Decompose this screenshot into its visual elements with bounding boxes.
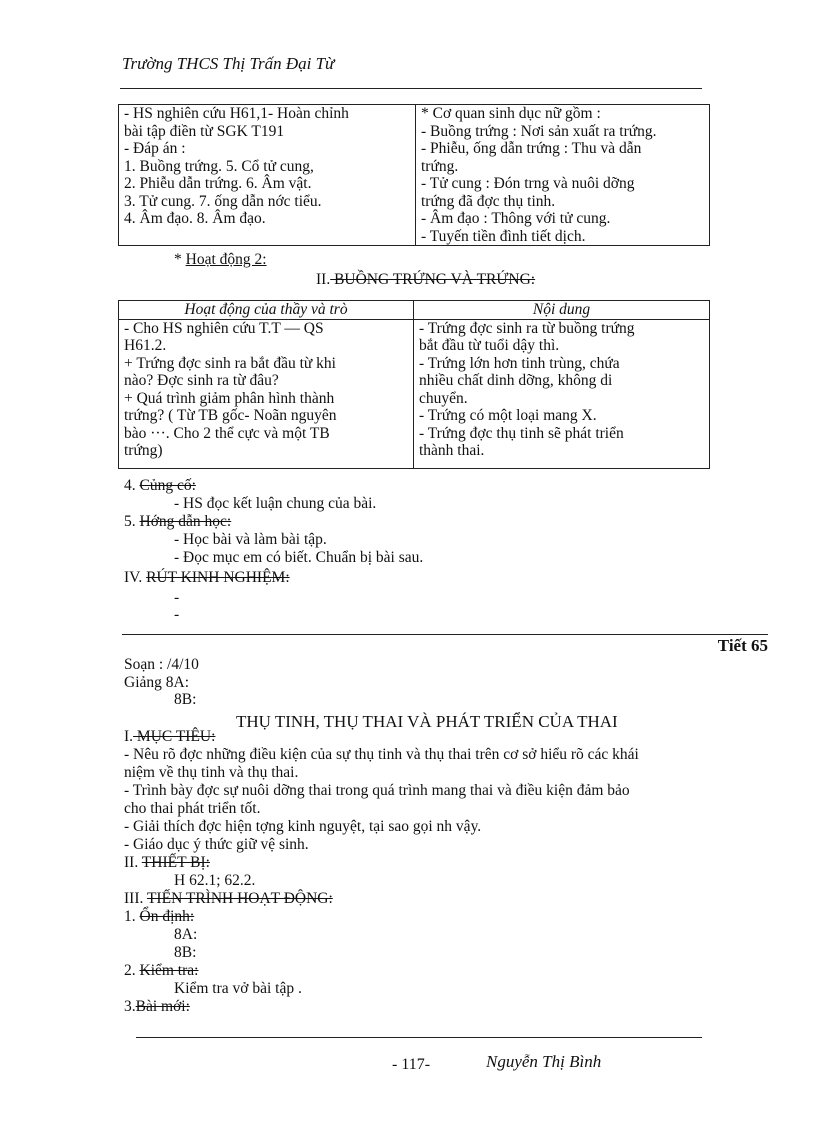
table-line: - Trứng lớn hơn tinh trùng, chứa <box>419 354 620 372</box>
ovary-egg-table <box>118 300 710 469</box>
school-header: Trường THCS Thị Trấn Đại Từ <box>122 54 335 73</box>
table-header-row <box>119 301 710 320</box>
table-line: trứng đã đợc thụ tinh. <box>421 192 556 210</box>
new-lesson-heading: 3.Bài mới: <box>124 998 190 1015</box>
lesson-number: Tiết 65 <box>717 636 768 655</box>
table-line: + Trứng đợc sinh ra bắt đầu từ khi <box>124 354 336 372</box>
table-line: - Trứng có một loại mang X. <box>419 407 597 424</box>
process-heading: III. TIẾN TRÌNH HOẠT ĐỘNG: <box>124 890 333 907</box>
table-line: bắt đầu từ tuổi dậy thì. <box>419 337 560 354</box>
table-line: trứng? ( Từ TB gốc- Noãn nguyên <box>124 407 337 424</box>
stabilize-heading: 1. Ổn định: <box>124 908 195 925</box>
footer-rule <box>136 1037 702 1038</box>
giang-8a: Giảng 8A: <box>124 674 190 691</box>
table-line: - Trứng đợc sinh ra từ buồng trứng <box>419 319 635 337</box>
table-line: trứng. <box>421 157 459 175</box>
table-line: nhiều chất dinh dỡng, không di <box>419 372 613 389</box>
table-line: H61.2. <box>124 337 167 354</box>
objective-item: cho thai phát triển tốt. <box>124 800 261 817</box>
equipment-item: H 62.1; 62.2. <box>174 872 256 889</box>
table-line: bào ···. Cho 2 thể cực và một TB <box>124 424 330 442</box>
table-line: - Tuyến tiền đình tiết dịch. <box>421 227 586 245</box>
section-2-heading: II. BUỒNG TRỨNG VÀ TRỨNG: <box>316 271 536 288</box>
content-cell <box>414 319 710 468</box>
table-line: - Cho HS nghiên cứu T.T — QS <box>124 319 324 337</box>
table-line: 3. Tử cung. 7. ống dẫn nớc tiểu. <box>124 192 322 210</box>
table-line: 2. Phiễu dẫn trứng. 6. Âm vật. <box>124 175 312 192</box>
table-line: bài tập điền từ SGK T191 <box>124 122 285 140</box>
giang-8b: 8B: <box>174 691 197 708</box>
objective-item: - Giáo dục ý thức giữ vệ sinh. <box>124 836 309 853</box>
consolidate-item: - HS đọc kết luận chung của bài. <box>174 495 377 512</box>
consolidate-heading: 4. Củng cố: <box>124 477 196 494</box>
experience-heading: IV. RÚT KINH NGHIỆM: <box>124 569 290 586</box>
author-name: Nguyễn Thị Bình <box>486 1052 602 1071</box>
column-header-activity: Hoạt động của thầy và trò <box>119 301 414 320</box>
check-item: Kiểm tra vở bài tập . <box>174 980 302 997</box>
objective-item: - Trình bày đợc sự nuôi dỡng thai trong quá trình mang thai và điều kiện đảm bảo <box>124 782 630 799</box>
header-rule <box>120 88 702 89</box>
activity-cell <box>119 319 414 468</box>
column-header-content: Nội dung <box>414 301 710 320</box>
table-line: - HS nghiên cứu H61,1- Hoàn chỉnh <box>124 105 349 122</box>
activity-cell <box>119 105 416 246</box>
content-cell <box>416 105 710 246</box>
table-line: chuyển. <box>419 389 468 407</box>
homework-item: - Đọc mục em có biết. Chuẩn bị bài sau. <box>174 549 424 566</box>
table-line: - Tử cung : Đón trng và nuôi dỡng <box>421 175 635 192</box>
objective-item: - Giải thích đợc hiện tợng kinh nguyệt, tại sao gọi nh vậy. <box>124 818 482 835</box>
objective-item: - Nêu rõ đợc những điều kiện của sự thụ tinh và thụ thai trên cơ sở hiểu rõ các khái <box>124 746 639 763</box>
table-row <box>119 105 710 246</box>
table-line: 4. Âm đạo. 8. Âm đạo. <box>124 210 266 227</box>
table-line: 1. Buồng trứng. 5. Cổ tử cung, <box>124 157 314 175</box>
lesson-title: THỤ TINH, THỤ THAI VÀ PHÁT TRIỂN CỦA THAI <box>236 712 618 731</box>
experience-item: - <box>174 606 180 623</box>
stabilize-class: 8A: <box>174 926 198 943</box>
table-line: thành thai. <box>419 442 485 459</box>
table-row <box>119 319 710 468</box>
table-line: - Trứng đợc thụ tinh sẽ phát triển <box>419 424 624 442</box>
stabilize-class: 8B: <box>174 944 197 961</box>
equipment-heading: II. THIẾT BỊ: <box>124 854 210 871</box>
activity-2-heading: * Hoạt động 2: <box>174 251 267 268</box>
section-divider <box>122 634 768 635</box>
page-number: - 117- <box>392 1056 431 1073</box>
objective-item: niệm về thụ tinh và thụ thai. <box>124 764 299 781</box>
check-heading: 2. Kiểm tra: <box>124 962 199 979</box>
soan-date: Soạn : /4/10 <box>124 656 199 673</box>
table-line: - Đáp án : <box>124 140 186 157</box>
experience-item: - <box>174 589 180 606</box>
objectives-heading: I. MỤC TIÊU: <box>124 728 216 745</box>
table-line: - Buồng trứng : Nơi sản xuất ra trứng. <box>421 122 657 140</box>
table-line: trứng) <box>124 442 163 459</box>
table-line: * Cơ quan sinh dục nữ gồm : <box>421 105 601 122</box>
table-line: - Phiễu, ống dẫn trứng : Thu và dẫn <box>421 140 642 157</box>
homework-item: - Học bài và làm bài tập. <box>174 531 327 548</box>
homework-heading: 5. Hớng dẫn học: <box>124 513 232 530</box>
table-line: + Quá trình giảm phân hình thành <box>124 389 335 407</box>
table-line: nào? Đợc sinh ra từ đâu? <box>124 372 279 389</box>
table-line: - Âm đạo : Thông với tử cung. <box>421 210 611 227</box>
reproductive-organs-table <box>118 104 710 246</box>
